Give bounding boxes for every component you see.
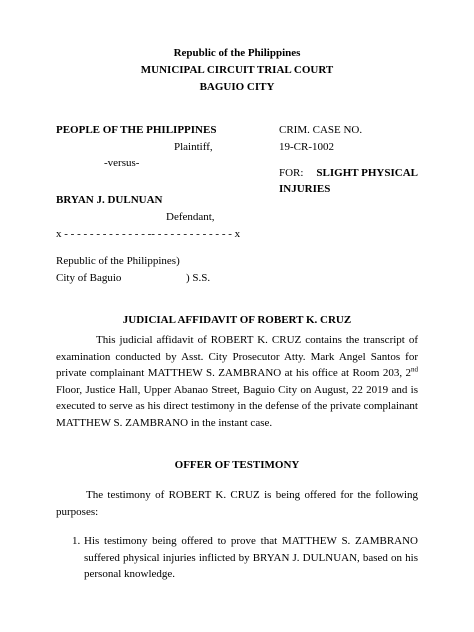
case-number-label: CRIM. CASE NO. [279, 124, 363, 136]
intro-text-part1: This judicial affidavit of ROBERT K. CRUZ contains the transcript of examination conducted by Asst. City Prosecutor Atty. Mark Angel Santos for private complainant MATTHEW S. ZAMBRANO at his office at Room 203, 2 [56, 334, 418, 379]
header-republic: Republic of the Philippines [173, 47, 301, 59]
caption-separator: x - - - - - - - - - - - - - -- - - - - - - - - - - - - x [56, 228, 241, 240]
venue-republic: Republic of the Philippines) [56, 255, 180, 267]
ordinal-suffix: nd [411, 365, 418, 374]
venue-ss: ) S.S. [186, 272, 211, 284]
offense-line2: INJURIES [279, 183, 331, 195]
venue-city: City of Baguio [56, 272, 122, 284]
header-city: BAGUIO CITY [199, 81, 275, 93]
defendant-role: Defendant, [166, 211, 215, 223]
for-label: FOR: [279, 167, 304, 179]
header-court: MUNICIPAL CIRCUIT TRIAL COURT [140, 64, 334, 76]
case-number: 19-CR-1002 [279, 141, 334, 153]
intro-paragraph [56, 332, 418, 431]
offer-intro-text: The testimony of ROBERT K. CRUZ is being offered for the following purposes: [56, 489, 418, 518]
item1-text: His testimony being offered to prove that MATTHEW S. ZAMBRANO suffered physical injuries inflicted by BRYAN J. DULNUAN, based on his personal knowledge. [84, 535, 418, 580]
item1-number: 1. [72, 535, 81, 547]
offense-line1: SLIGHT PHYSICAL [316, 167, 418, 179]
offer-heading: OFFER OF TESTIMONY [174, 459, 300, 471]
plaintiff-role: Plaintiff, [174, 141, 213, 153]
affidavit-title: JUDICIAL AFFIDAVIT OF ROBERT K. CRUZ [122, 314, 352, 326]
intro-text-part2: Floor, Justice Hall, Upper Abanao Street, Baguio City on August, 22 2019 and is executed to serve as his direct testimony in the defense of the private complainant MATTHEW S. ZAMBRANO in the instant case. [56, 383, 418, 429]
versus-label: -versus- [104, 157, 140, 169]
plaintiff-name: PEOPLE OF THE PHILIPPINES [56, 124, 217, 136]
offer-intro-paragraph [56, 487, 418, 520]
defendant-name: BRYAN J. DULNUAN [56, 194, 163, 206]
